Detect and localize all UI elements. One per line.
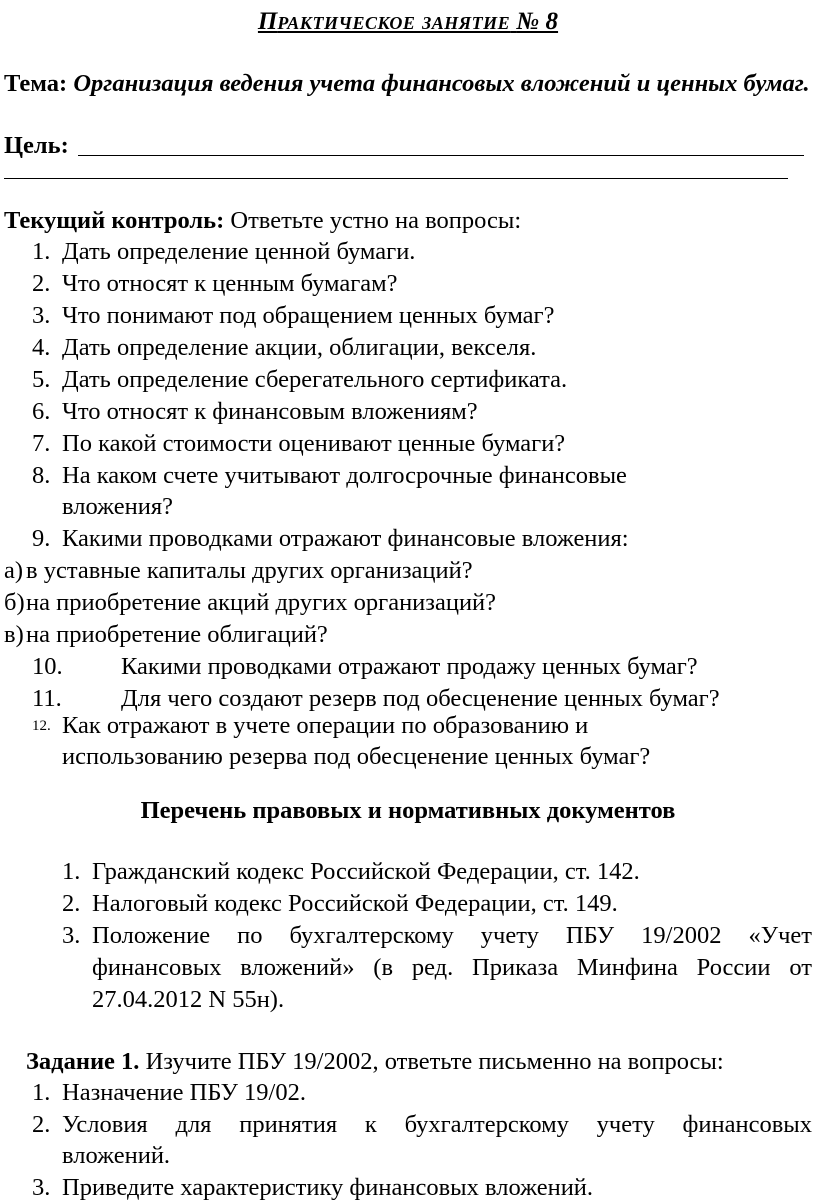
question-number: 12.	[32, 718, 51, 734]
question-text: Какими проводками отражают продажу ценных бумаг?	[121, 653, 698, 680]
page-title	[0, 6, 816, 37]
question-text: На каком счете учитывают долгосрочные финансовые	[62, 462, 627, 489]
question-number: 11.	[32, 685, 62, 712]
document-text-continued: 27.04.2012 N 55н).	[92, 986, 285, 1013]
title-number: № 8	[516, 8, 559, 35]
question-text: Дать определение акции, облигации, векселя.	[62, 334, 537, 361]
question-text-continued: использованию резерва под обесценение ценных бумаг?	[62, 743, 651, 770]
document-text: Налоговый кодекс Российской Федерации, ст. 149.	[92, 890, 618, 917]
task-item-text: Условия для принятия к бухгалтерскому учету финансовых	[62, 1111, 812, 1138]
question-number: 2.	[32, 270, 51, 297]
theme-text: Организация ведения учета финансовых вложений и ценных бумаг.	[73, 70, 810, 97]
question-text: Что понимают под обращением ценных бумаг?	[62, 302, 555, 329]
task1-intro: Изучите ПБУ 19/2002, ответьте письменно на вопросы:	[145, 1048, 724, 1075]
task-item-number: 1.	[32, 1079, 51, 1106]
task-item-text: Приведите характеристику финансовых вложений.	[62, 1174, 594, 1201]
theme-label: Тема:	[4, 70, 68, 97]
task1-label: Задание 1.	[26, 1048, 140, 1075]
question-text: Дать определение ценной бумаги.	[62, 238, 416, 265]
subitem-letter: в)	[4, 621, 24, 648]
question-text: Как отражают в учете операции по образованию и	[62, 712, 589, 739]
subitem-text: на приобретение облигаций?	[26, 621, 328, 648]
question-number: 3.	[32, 302, 51, 329]
document-text-continued: финансовых вложений» (в ред. Приказа Минфина России от	[92, 954, 812, 981]
question-number: 8.	[32, 462, 51, 489]
goal-underline-2	[4, 178, 788, 179]
question-text: Что относят к ценным бумагам?	[62, 270, 398, 297]
document-number: 3.	[62, 922, 81, 949]
question-text-continued: вложения?	[62, 493, 173, 520]
subitem-letter: а)	[4, 557, 24, 584]
question-number: 6.	[32, 398, 51, 425]
control-heading	[4, 205, 521, 236]
title-first-letter: П	[257, 8, 278, 35]
subitem-letter: б)	[4, 589, 25, 616]
question-text: Дать определение сберегательного сертификата.	[62, 366, 568, 393]
task-item-number: 2.	[32, 1111, 51, 1138]
subitem-text: в уставные капиталы других организаций?	[26, 557, 473, 584]
document-text: Положение по бухгалтерскому учету ПБУ 19/2002 «Учет	[92, 922, 812, 949]
question-text: По какой стоимости оценивают ценные бумаги?	[62, 430, 566, 457]
question-text: Для чего создают резерв под обесценение ценных бумаг?	[121, 685, 720, 712]
task1-heading	[26, 1046, 724, 1077]
document-number: 1.	[62, 858, 81, 885]
theme-block	[4, 68, 816, 99]
question-text: Что относят к финансовым вложениям?	[62, 398, 478, 425]
control-intro: Ответьте устно на вопросы:	[230, 207, 522, 234]
task-item-number: 3.	[32, 1174, 51, 1201]
control-label: Текущий контроль:	[4, 207, 225, 234]
task-item-text-continued: вложений.	[62, 1142, 171, 1169]
goal-underline-1	[78, 155, 804, 156]
question-number: 7.	[32, 430, 51, 457]
document-number: 2.	[62, 890, 81, 917]
question-number: 5.	[32, 366, 51, 393]
task-item-text: Назначение ПБУ 19/02.	[62, 1079, 306, 1106]
documents-heading: Перечень правовых и нормативных документов	[140, 797, 676, 824]
question-number: 4.	[32, 334, 51, 361]
title-rest: рактическое занятие	[277, 8, 511, 35]
subitem-text: на приобретение акций других организаций?	[26, 589, 497, 616]
question-number: 1.	[32, 238, 51, 265]
question-number: 10.	[32, 653, 63, 680]
question-text: Какими проводками отражают финансовые вложения:	[62, 525, 629, 552]
document-text: Гражданский кодекс Российской Федерации, ст. 142.	[92, 858, 640, 885]
question-number: 9.	[32, 525, 51, 552]
goal-label: Цель:	[4, 132, 69, 159]
